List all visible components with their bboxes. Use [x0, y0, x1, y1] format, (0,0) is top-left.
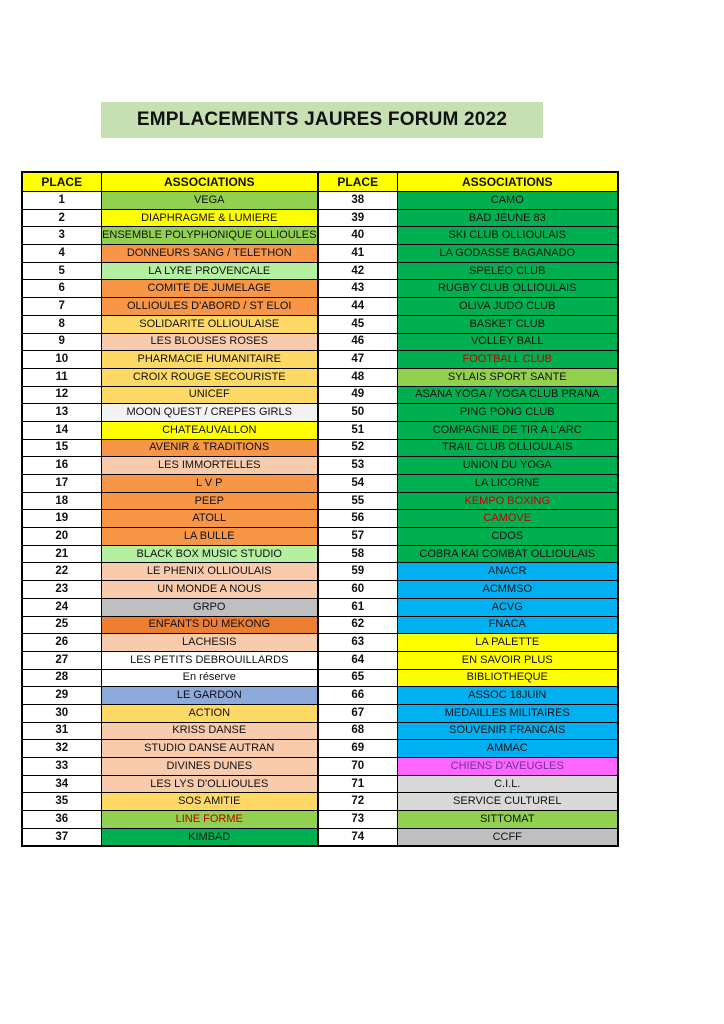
- association-name: SOLIDARITE OLLIOULAISE: [101, 315, 318, 333]
- association-name: ACMMSO: [397, 581, 618, 599]
- association-name: OLIVA JUDO CLUB: [397, 298, 618, 316]
- placement-table: [21, 171, 619, 847]
- place-number: 35: [22, 793, 101, 811]
- association-name: DIVINES DUNES: [101, 758, 318, 776]
- place-number: 25: [22, 616, 101, 634]
- place-number: 58: [318, 545, 397, 563]
- association-name: SITTOMAT: [397, 811, 618, 829]
- place-number: 18: [22, 492, 101, 510]
- table-row: [22, 581, 618, 599]
- association-name: CDOS: [397, 528, 618, 546]
- association-name: ANACR: [397, 563, 618, 581]
- place-number: 67: [318, 704, 397, 722]
- table-row: [22, 740, 618, 758]
- table-row: [22, 563, 618, 581]
- association-name: BIBLIOTHEQUE: [397, 669, 618, 687]
- place-number: 24: [22, 598, 101, 616]
- place-number: 39: [318, 209, 397, 227]
- association-name: SERVICE CULTUREL: [397, 793, 618, 811]
- place-number: 22: [22, 563, 101, 581]
- place-number: 2: [22, 209, 101, 227]
- place-number: 26: [22, 634, 101, 652]
- association-name: COMPAGNIE DE TIR A L'ARC: [397, 421, 618, 439]
- place-number: 38: [318, 192, 397, 210]
- table-row: [22, 775, 618, 793]
- place-number: 23: [22, 581, 101, 599]
- association-name: LA GODASSE BAGANADO: [397, 245, 618, 263]
- place-number: 9: [22, 333, 101, 351]
- place-number: 66: [318, 687, 397, 705]
- association-name: OLLIOULES D'ABORD / ST ELOI: [101, 298, 318, 316]
- place-number: 59: [318, 563, 397, 581]
- association-name: SOUVENIR FRANCAIS: [397, 722, 618, 740]
- table-row: [22, 634, 618, 652]
- place-number: 65: [318, 669, 397, 687]
- association-name: BASKET CLUB: [397, 315, 618, 333]
- table-row: [22, 616, 618, 634]
- place-number: 57: [318, 528, 397, 546]
- association-name: TRAIL CLUB OLLIOULAIS: [397, 439, 618, 457]
- table-row: [22, 333, 618, 351]
- place-number: 7: [22, 298, 101, 316]
- table-row: [22, 315, 618, 333]
- association-name: LES LYS D'OLLIOULES: [101, 775, 318, 793]
- association-name: LA LICORNE: [397, 475, 618, 493]
- association-name: LA BULLE: [101, 528, 318, 546]
- place-number: 56: [318, 510, 397, 528]
- association-name: UN MONDE A NOUS: [101, 581, 318, 599]
- association-name: PEEP: [101, 492, 318, 510]
- place-number: 1: [22, 192, 101, 210]
- association-name: EN SAVOIR PLUS: [397, 651, 618, 669]
- place-number: 12: [22, 386, 101, 404]
- association-name: ACVG: [397, 598, 618, 616]
- association-name: ENSEMBLE POLYPHONIQUE OLLIOULES: [101, 227, 318, 245]
- association-name: UNION DU YOGA: [397, 457, 618, 475]
- place-number: 48: [318, 368, 397, 386]
- association-name: LA LYRE PROVENCALE: [101, 262, 318, 280]
- title-banner: [101, 102, 543, 138]
- association-name: LES BLOUSES ROSES: [101, 333, 318, 351]
- association-name: CCFF: [397, 828, 618, 846]
- association-name: ENFANTS DU MEKONG: [101, 616, 318, 634]
- table-row: [22, 704, 618, 722]
- place-number: 53: [318, 457, 397, 475]
- header-place-left: PLACE: [22, 172, 101, 192]
- association-name: ACTION: [101, 704, 318, 722]
- association-name: MEDAILLES MILITAIRES: [397, 704, 618, 722]
- table-row: [22, 510, 618, 528]
- place-number: 55: [318, 492, 397, 510]
- table-row: [22, 351, 618, 369]
- place-number: 70: [318, 758, 397, 776]
- place-number: 49: [318, 386, 397, 404]
- association-name: SOS AMITIE: [101, 793, 318, 811]
- table-row: [22, 280, 618, 298]
- table-row: [22, 475, 618, 493]
- association-name: LE GARDON: [101, 687, 318, 705]
- place-number: 47: [318, 351, 397, 369]
- place-number: 69: [318, 740, 397, 758]
- place-number: 73: [318, 811, 397, 829]
- place-number: 36: [22, 811, 101, 829]
- association-name: AVENIR & TRADITIONS: [101, 439, 318, 457]
- place-number: 62: [318, 616, 397, 634]
- table-row: [22, 598, 618, 616]
- table-row: [22, 687, 618, 705]
- association-name: COMITE DE JUMELAGE: [101, 280, 318, 298]
- place-number: 51: [318, 421, 397, 439]
- association-name: KIMBAD: [101, 828, 318, 846]
- association-name: VEGA: [101, 192, 318, 210]
- table-row: [22, 758, 618, 776]
- table-row: [22, 245, 618, 263]
- place-number: 31: [22, 722, 101, 740]
- page-title: EMPLACEMENTS JAURES FORUM 2022: [136, 109, 508, 130]
- place-number: 74: [318, 828, 397, 846]
- association-name: CAMOVE: [397, 510, 618, 528]
- table-row: [22, 828, 618, 846]
- place-number: 30: [22, 704, 101, 722]
- table-row: [22, 651, 618, 669]
- place-number: 6: [22, 280, 101, 298]
- association-name: GRPO: [101, 598, 318, 616]
- table-row: [22, 227, 618, 245]
- association-name: PHARMACIE HUMANITAIRE: [101, 351, 318, 369]
- place-number: 17: [22, 475, 101, 493]
- place-number: 37: [22, 828, 101, 846]
- place-number: 72: [318, 793, 397, 811]
- place-number: 5: [22, 262, 101, 280]
- table-row: [22, 209, 618, 227]
- table-row: [22, 421, 618, 439]
- place-number: 50: [318, 404, 397, 422]
- table-row: [22, 298, 618, 316]
- place-number: 34: [22, 775, 101, 793]
- table-row: [22, 192, 618, 210]
- place-number: 10: [22, 351, 101, 369]
- association-name: BAD JEUNE 83: [397, 209, 618, 227]
- association-name: SPELEO CLUB: [397, 262, 618, 280]
- place-number: 41: [318, 245, 397, 263]
- place-number: 28: [22, 669, 101, 687]
- association-name: BLACK BOX MUSIC STUDIO: [101, 545, 318, 563]
- association-name: CROIX ROUGE SECOURISTE: [101, 368, 318, 386]
- association-name: DONNEURS SANG / TELETHON: [101, 245, 318, 263]
- table-row: [22, 386, 618, 404]
- place-number: 54: [318, 475, 397, 493]
- association-name: SKI CLUB OLLIOULAIS: [397, 227, 618, 245]
- place-number: 19: [22, 510, 101, 528]
- association-name: En réserve: [101, 669, 318, 687]
- place-number: 4: [22, 245, 101, 263]
- place-number: 16: [22, 457, 101, 475]
- place-number: 29: [22, 687, 101, 705]
- place-number: 43: [318, 280, 397, 298]
- association-name: CAMO: [397, 192, 618, 210]
- table-row: [22, 404, 618, 422]
- table-row: [22, 368, 618, 386]
- place-number: 15: [22, 439, 101, 457]
- header-place-right: PLACE: [318, 172, 397, 192]
- association-name: COBRA KAI COMBAT OLLIOULAIS: [397, 545, 618, 563]
- table-row: [22, 528, 618, 546]
- association-name: CHATEAUVALLON: [101, 421, 318, 439]
- place-number: 71: [318, 775, 397, 793]
- place-number: 8: [22, 315, 101, 333]
- place-number: 40: [318, 227, 397, 245]
- header-associations-left: ASSOCIATIONS: [101, 172, 318, 192]
- association-name: MOON QUEST / CREPES GIRLS: [101, 404, 318, 422]
- association-name: FNACA: [397, 616, 618, 634]
- association-name: ASSOC 18JUIN: [397, 687, 618, 705]
- association-name: DIAPHRAGME & LUMIERE: [101, 209, 318, 227]
- place-number: 45: [318, 315, 397, 333]
- association-name: KEMPO BOXING: [397, 492, 618, 510]
- place-number: 68: [318, 722, 397, 740]
- place-number: 11: [22, 368, 101, 386]
- association-name: VOLLEY BALL: [397, 333, 618, 351]
- association-name: RUGBY CLUB OLLIOULAIS: [397, 280, 618, 298]
- place-number: 33: [22, 758, 101, 776]
- association-name: STUDIO DANSE AUTRAN: [101, 740, 318, 758]
- place-number: 60: [318, 581, 397, 599]
- association-name: AMMAC: [397, 740, 618, 758]
- place-number: 63: [318, 634, 397, 652]
- table-row: [22, 722, 618, 740]
- association-name: ASANA YOGA / YOGA CLUB PRANA: [397, 386, 618, 404]
- association-name: PING PONG CLUB: [397, 404, 618, 422]
- association-name: LES PETITS DEBROUILLARDS: [101, 651, 318, 669]
- place-number: 20: [22, 528, 101, 546]
- table-row: [22, 457, 618, 475]
- table-row: [22, 439, 618, 457]
- place-number: 64: [318, 651, 397, 669]
- place-number: 44: [318, 298, 397, 316]
- place-number: 32: [22, 740, 101, 758]
- place-number: 27: [22, 651, 101, 669]
- header-row: [22, 172, 618, 192]
- place-number: 14: [22, 421, 101, 439]
- association-name: LACHESIS: [101, 634, 318, 652]
- association-name: LINE FORME: [101, 811, 318, 829]
- association-name: LE PHENIX OLLIOULAIS: [101, 563, 318, 581]
- association-name: UNICEF: [101, 386, 318, 404]
- place-number: 46: [318, 333, 397, 351]
- place-number: 42: [318, 262, 397, 280]
- association-name: CHIENS D'AVEUGLES: [397, 758, 618, 776]
- place-number: 61: [318, 598, 397, 616]
- place-number: 21: [22, 545, 101, 563]
- place-number: 52: [318, 439, 397, 457]
- table-row: [22, 492, 618, 510]
- association-name: C.I.L.: [397, 775, 618, 793]
- table-row: [22, 262, 618, 280]
- association-name: SYLAIS SPORT SANTE: [397, 368, 618, 386]
- table-row: [22, 545, 618, 563]
- association-name: FOOTBALL CLUB: [397, 351, 618, 369]
- association-name: KRISS DANSE: [101, 722, 318, 740]
- association-name: LES IMMORTELLES: [101, 457, 318, 475]
- place-number: 3: [22, 227, 101, 245]
- table-row: [22, 793, 618, 811]
- association-name: LA PALETTE: [397, 634, 618, 652]
- table-row: [22, 669, 618, 687]
- place-number: 13: [22, 404, 101, 422]
- table-row: [22, 811, 618, 829]
- header-associations-right: ASSOCIATIONS: [397, 172, 618, 192]
- association-name: ATOLL: [101, 510, 318, 528]
- association-name: L V P: [101, 475, 318, 493]
